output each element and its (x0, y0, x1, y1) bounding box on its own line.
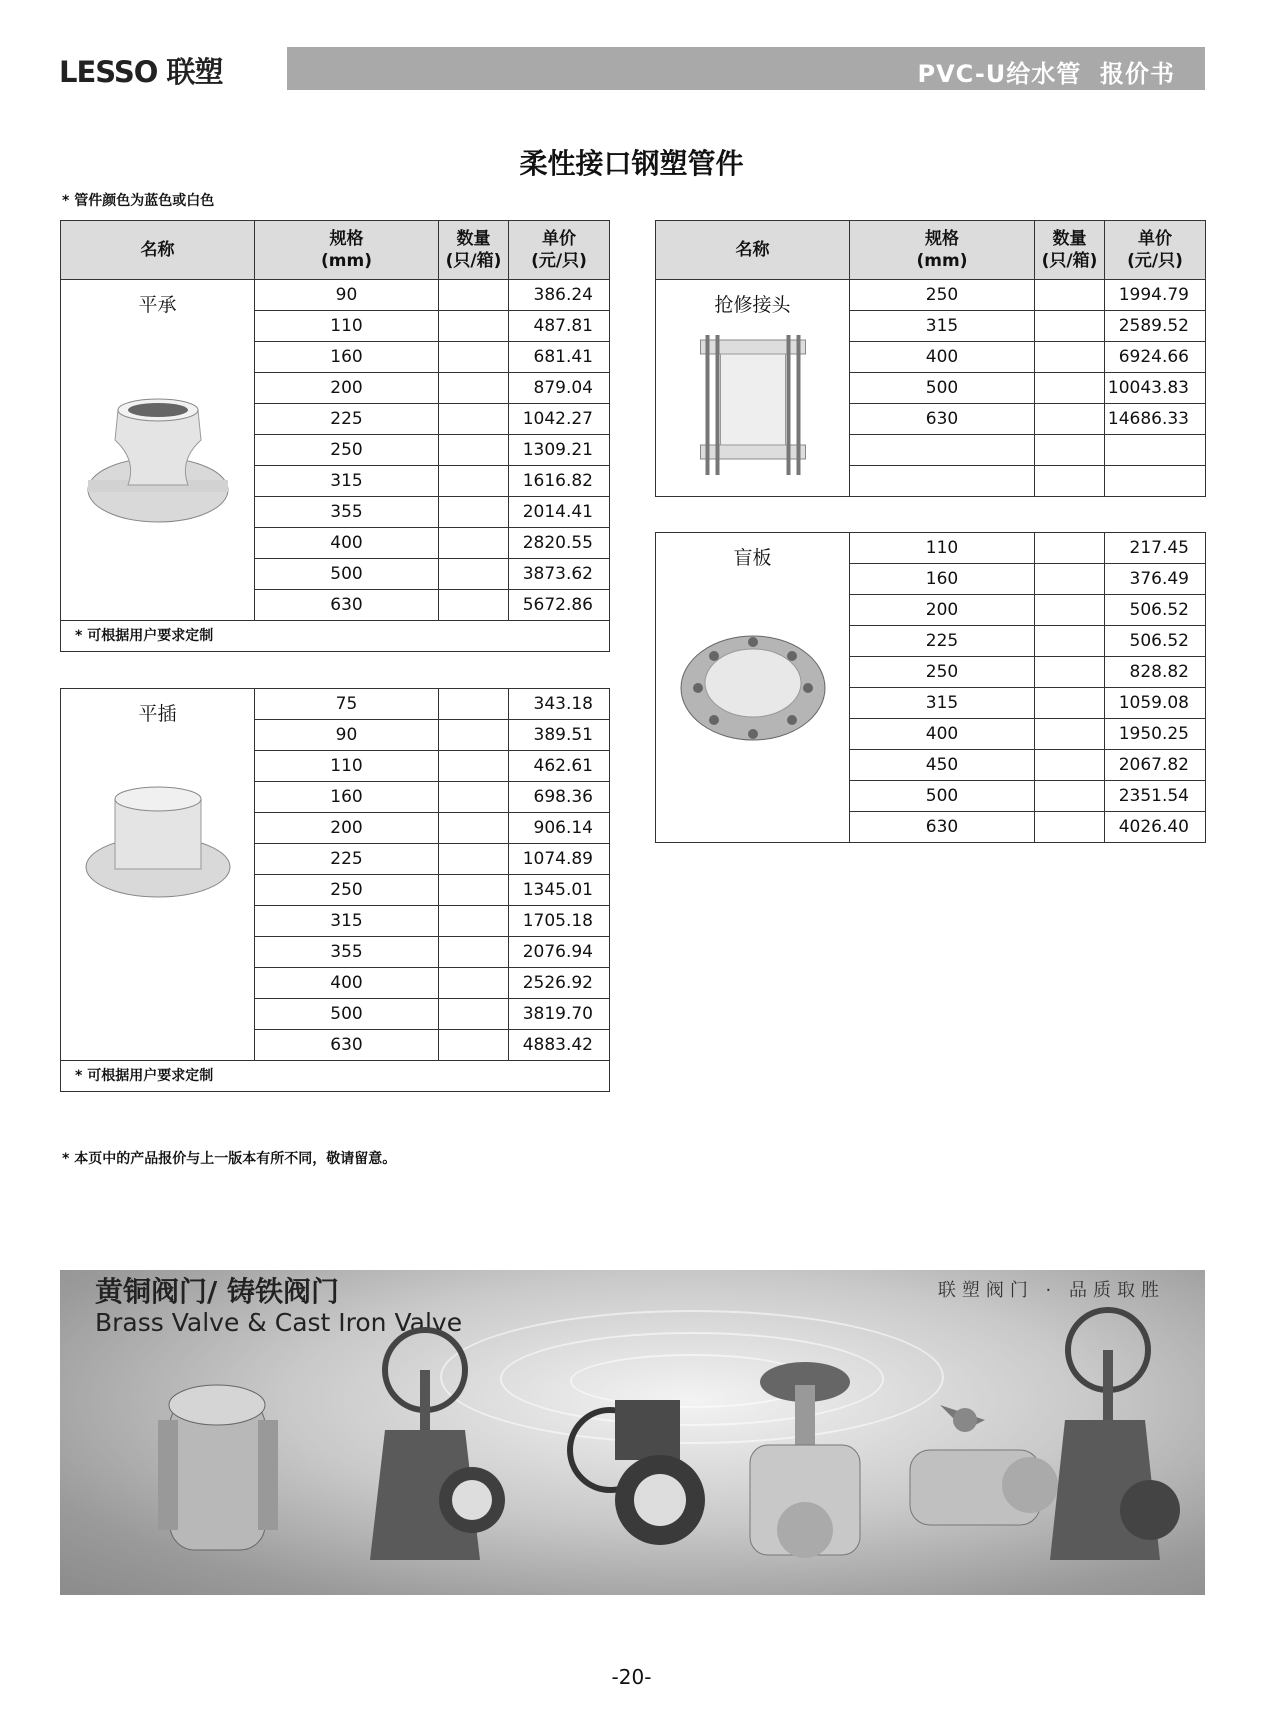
table-pingcha (60, 688, 610, 1092)
spec-cell: 250 (850, 657, 1035, 688)
spec-cell: 500 (255, 999, 439, 1030)
qty-cell (439, 906, 509, 937)
spec-cell: 200 (255, 373, 439, 404)
spec-cell: 500 (850, 373, 1035, 404)
qty-cell (1035, 435, 1105, 466)
col-header-name: 名称 (656, 221, 850, 280)
qty-cell (439, 342, 509, 373)
qty-cell (1035, 373, 1105, 404)
qty-cell (439, 311, 509, 342)
footnote-row (61, 621, 610, 652)
product-name: 盲板 (733, 547, 772, 569)
price-cell: 1074.89 (509, 844, 610, 875)
product-cell (61, 689, 255, 1061)
qty-cell (1035, 595, 1105, 626)
spec-cell: 630 (850, 404, 1035, 435)
price-cell: 1616.82 (509, 466, 610, 497)
price-cell: 386.24 (509, 280, 610, 311)
qty-cell (439, 373, 509, 404)
qty-cell (439, 497, 509, 528)
flange-spigot-icon (83, 779, 233, 909)
page-title: 柔性接口钢塑管件 (519, 147, 744, 180)
table-qiangxiu (655, 220, 1206, 497)
spec-cell: 630 (255, 590, 439, 621)
gate-valve-icon (370, 1330, 505, 1560)
spec-cell: 250 (255, 435, 439, 466)
repair-coupling-icon (695, 325, 810, 480)
qty-cell (439, 435, 509, 466)
spec-cell: 400 (255, 528, 439, 559)
price-cell: 462.61 (509, 751, 610, 782)
spec-cell: 315 (850, 688, 1035, 719)
spec-cell: 250 (850, 280, 1035, 311)
spec-cell: 400 (850, 719, 1035, 750)
qty-cell (439, 689, 509, 720)
product-name: 平承 (138, 294, 177, 316)
price-cell: 2014.41 (509, 497, 610, 528)
qty-cell (439, 559, 509, 590)
product-image (83, 380, 233, 540)
qty-cell (1035, 812, 1105, 843)
price-cell: 217.45 (1105, 533, 1206, 564)
spec-cell: 400 (255, 968, 439, 999)
qty-cell (439, 968, 509, 999)
butterfly-valve-icon (570, 1400, 705, 1545)
spec-cell: 90 (255, 280, 439, 311)
col-header-price: 单价 (元/只) (509, 221, 610, 280)
price-cell: 343.18 (509, 689, 610, 720)
table-mangban (655, 532, 1206, 843)
spec-cell: 225 (255, 844, 439, 875)
price-cell: 2067.82 (1105, 750, 1206, 781)
price-cell: 681.41 (509, 342, 610, 373)
price-cell: 1309.21 (509, 435, 610, 466)
qty-cell (1035, 280, 1105, 311)
price-cell: 5672.86 (509, 590, 610, 621)
price-cell: 698.36 (509, 782, 610, 813)
price-cell: 506.52 (1105, 595, 1206, 626)
spec-cell: 630 (255, 1030, 439, 1061)
spec-cell: 110 (850, 533, 1035, 564)
brand-logo: LESSO 联塑 (59, 55, 223, 89)
spec-cell: 225 (850, 626, 1035, 657)
price-cell: 1345.01 (509, 875, 610, 906)
price-cell: 389.51 (509, 720, 610, 751)
spec-cell: 500 (255, 559, 439, 590)
qty-cell (439, 280, 509, 311)
price-cell (1105, 435, 1206, 466)
color-note: * 管件颜色为蓝色或白色 (62, 193, 215, 209)
footnote-row (61, 1061, 610, 1092)
product-cell (656, 533, 850, 843)
spec-cell: 250 (255, 875, 439, 906)
qty-cell (1035, 719, 1105, 750)
bottom-note: * 本页中的产品报价与上一版本有所不同，敬请留意。 (62, 1151, 397, 1167)
custom-footnote: * 可根据用户要求定制 (61, 621, 610, 652)
qty-cell (439, 999, 509, 1030)
qty-cell (1035, 466, 1105, 497)
header-title: PVC-U给水管 报价书 (917, 60, 1175, 88)
price-cell: 879.04 (509, 373, 610, 404)
valve-banner (60, 1270, 1205, 1595)
brass-gate-valve-icon (750, 1362, 860, 1558)
price-cell: 14686.33 (1105, 404, 1206, 435)
qty-cell (439, 844, 509, 875)
qty-cell (439, 751, 509, 782)
repair-clamp-icon (158, 1385, 278, 1550)
banner-title-cn: 黄铜阀门/ 铸铁阀门 (95, 1275, 339, 1308)
qty-cell (439, 528, 509, 559)
spec-cell: 110 (255, 751, 439, 782)
qty-cell (1035, 342, 1105, 373)
product-name: 抢修接头 (714, 294, 791, 316)
price-cell: 2351.54 (1105, 781, 1206, 812)
qty-cell (1035, 781, 1105, 812)
qty-cell (439, 720, 509, 751)
price-cell: 487.81 (509, 311, 610, 342)
price-cell: 1705.18 (509, 906, 610, 937)
gate-valve-icon (1050, 1310, 1180, 1560)
valve-products-image (60, 1270, 1205, 1595)
price-cell: 1994.79 (1105, 280, 1206, 311)
flange-socket-icon (83, 380, 233, 530)
qty-cell (439, 813, 509, 844)
qty-cell (1035, 564, 1105, 595)
product-image (678, 628, 828, 758)
spec-cell: 315 (850, 311, 1035, 342)
spec-cell: 160 (255, 342, 439, 373)
price-cell: 10043.83 (1105, 373, 1206, 404)
col-header-qty: 数量 (只/箱) (439, 221, 509, 280)
price-cell: 4026.40 (1105, 812, 1206, 843)
spec-cell: 450 (850, 750, 1035, 781)
custom-footnote: * 可根据用户要求定制 (61, 1061, 610, 1092)
spec-cell: 160 (255, 782, 439, 813)
qty-cell (439, 1030, 509, 1061)
qty-cell (1035, 404, 1105, 435)
spec-cell (850, 466, 1035, 497)
banner-title-en: Brass Valve & Cast Iron Valve (95, 1308, 463, 1337)
table-row (61, 280, 610, 311)
price-cell: 6924.66 (1105, 342, 1206, 373)
spec-cell: 315 (255, 906, 439, 937)
ball-valve-icon (910, 1405, 1058, 1525)
col-header-spec: 规格 (mm) (850, 221, 1035, 280)
qty-cell (439, 466, 509, 497)
product-cell (61, 280, 255, 621)
header-bar (287, 47, 1205, 90)
banner-slogan: 联塑阀门 · 品质取胜 (937, 1280, 1165, 1301)
page-number: -20- (611, 1665, 652, 1689)
table-row (61, 689, 610, 720)
price-cell: 906.14 (509, 813, 610, 844)
price-cell: 2526.92 (509, 968, 610, 999)
price-cell: 1950.25 (1105, 719, 1206, 750)
price-cell: 2076.94 (509, 937, 610, 968)
price-cell: 376.49 (1105, 564, 1206, 595)
price-cell (1105, 466, 1206, 497)
qty-cell (1035, 311, 1105, 342)
col-header-qty: 数量 (只/箱) (1035, 221, 1105, 280)
spec-cell: 225 (255, 404, 439, 435)
spec-cell: 90 (255, 720, 439, 751)
price-cell: 506.52 (1105, 626, 1206, 657)
product-image (83, 779, 233, 919)
col-header-price: 单价 (元/只) (1105, 221, 1206, 280)
blind-flange-icon (678, 628, 828, 748)
price-cell: 828.82 (1105, 657, 1206, 688)
qty-cell (1035, 533, 1105, 564)
col-header-name: 名称 (61, 221, 255, 280)
price-cell: 1042.27 (509, 404, 610, 435)
col-header-spec: 规格 (mm) (255, 221, 439, 280)
qty-cell (1035, 750, 1105, 781)
product-name: 平插 (138, 703, 177, 725)
spec-cell: 75 (255, 689, 439, 720)
spec-cell: 400 (850, 342, 1035, 373)
table-row (656, 280, 1206, 311)
spec-cell (850, 435, 1035, 466)
spec-cell: 200 (255, 813, 439, 844)
qty-cell (439, 875, 509, 906)
product-image (695, 325, 810, 490)
price-cell: 3873.62 (509, 559, 610, 590)
spec-cell: 110 (255, 311, 439, 342)
table-pingcheng (60, 220, 610, 652)
table-row (656, 533, 1206, 564)
qty-cell (1035, 626, 1105, 657)
product-cell (656, 280, 850, 497)
qty-cell (439, 590, 509, 621)
qty-cell (439, 782, 509, 813)
qty-cell (1035, 657, 1105, 688)
qty-cell (1035, 688, 1105, 719)
price-cell: 4883.42 (509, 1030, 610, 1061)
spec-cell: 355 (255, 937, 439, 968)
price-cell: 3819.70 (509, 999, 610, 1030)
qty-cell (439, 404, 509, 435)
qty-cell (439, 937, 509, 968)
spec-cell: 355 (255, 497, 439, 528)
price-cell: 2820.55 (509, 528, 610, 559)
spec-cell: 200 (850, 595, 1035, 626)
spec-cell: 630 (850, 812, 1035, 843)
spec-cell: 500 (850, 781, 1035, 812)
spec-cell: 160 (850, 564, 1035, 595)
spec-cell: 315 (255, 466, 439, 497)
price-cell: 2589.52 (1105, 311, 1206, 342)
price-cell: 1059.08 (1105, 688, 1206, 719)
